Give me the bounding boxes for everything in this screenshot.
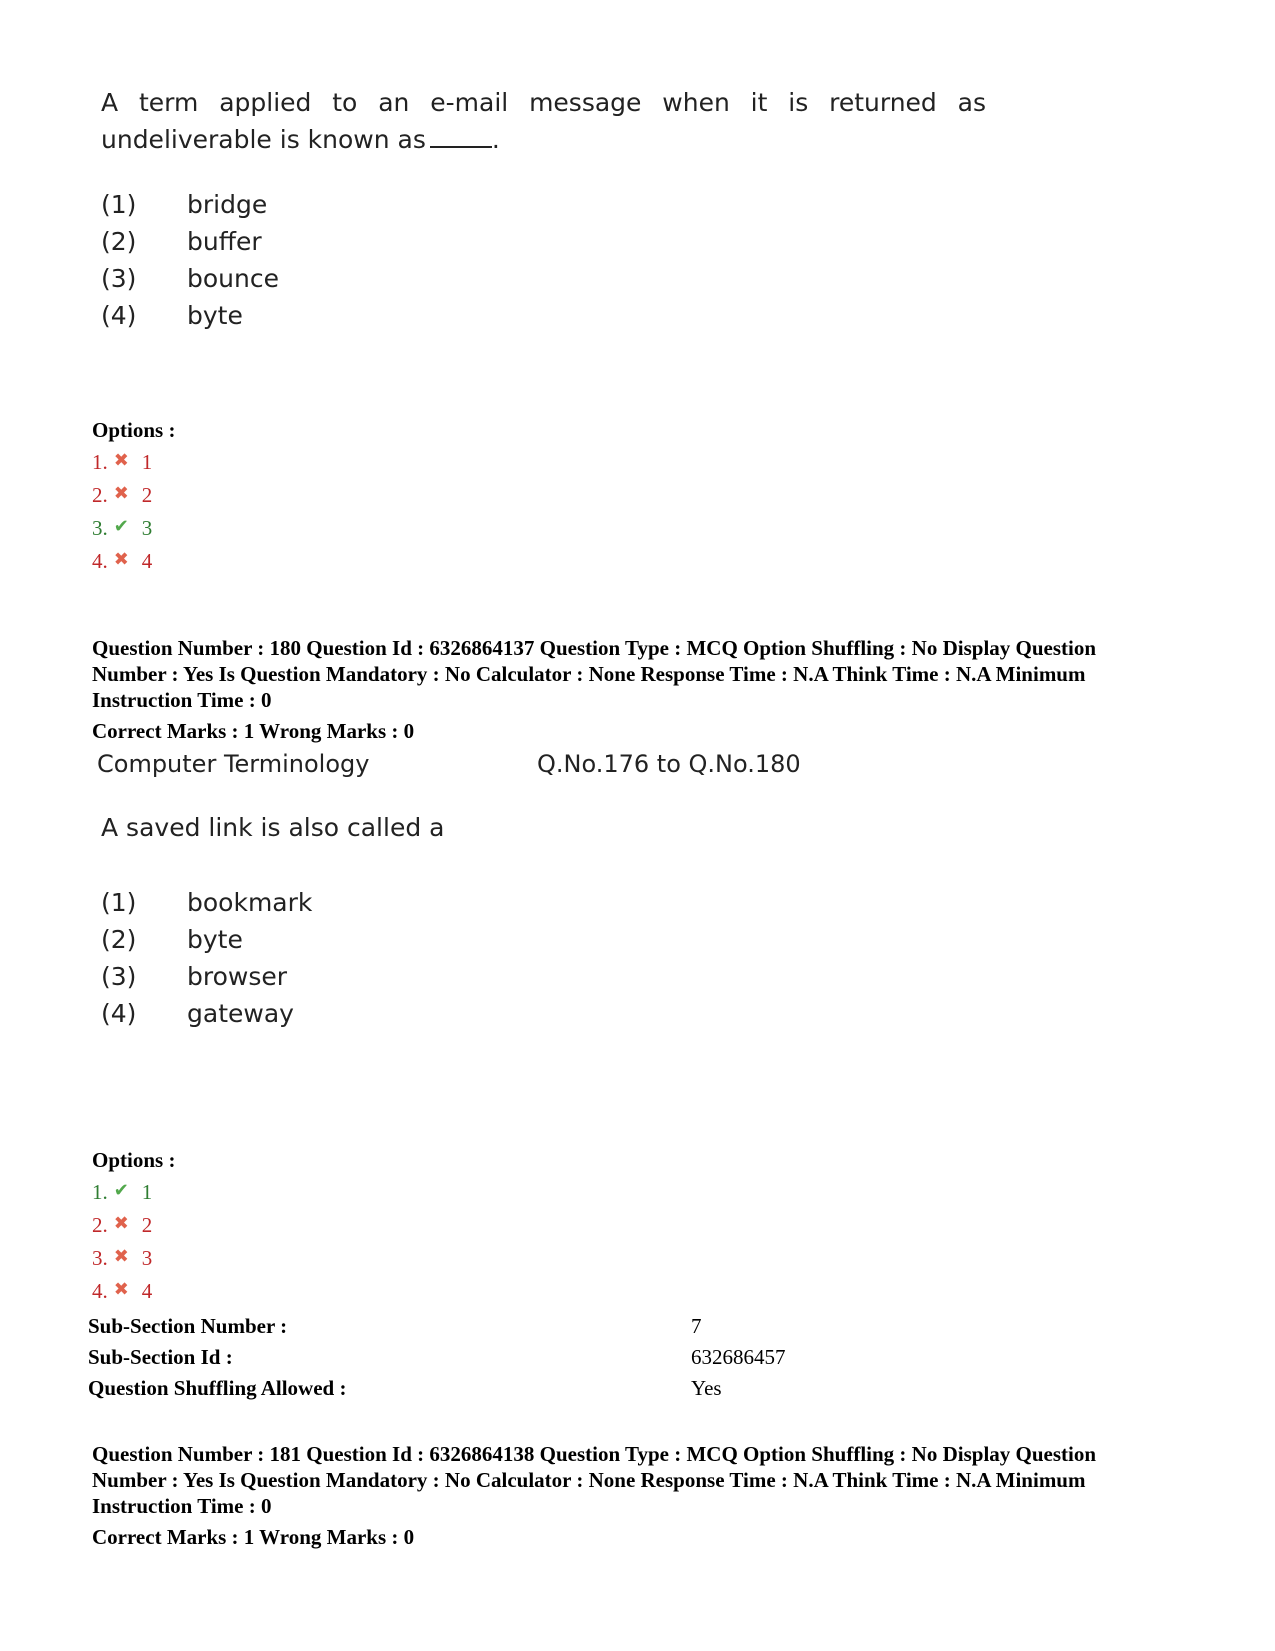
option-row [92, 450, 152, 475]
question-meta-line: Instruction Time : 0 [92, 1494, 272, 1518]
question-shuffling-row [88, 1376, 722, 1401]
option-row [92, 1180, 152, 1205]
question-meta-line: Number : Yes Is Question Mandatory : No Calculator : None Response Time : N.A Think Time : N.A Minimum [92, 1468, 1086, 1492]
question-meta-line: Question Number : 180 Question Id : 6326864137 Question Type : MCQ Option Shuffling : No Display Question [92, 636, 1097, 660]
cross-icon: ✖ [113, 1279, 129, 1299]
options-heading: Options : [92, 1148, 176, 1172]
choice-text: buffer [187, 227, 262, 256]
choice-number: (2) [101, 925, 137, 954]
marks-line: Correct Marks : 1 Wrong Marks : 0 [92, 719, 415, 743]
choice-number: (1) [101, 190, 137, 219]
choice-text: gateway [187, 999, 294, 1028]
check-icon: ✔ [113, 516, 129, 536]
option-number: 1. [92, 450, 108, 474]
option-row [92, 1279, 152, 1304]
option-number: 3. [92, 1246, 108, 1270]
subsection-key: Sub-Section Number : [88, 1314, 288, 1338]
cross-icon: ✖ [113, 483, 129, 503]
options-heading: Options : [92, 418, 176, 442]
choice-text: byte [187, 925, 243, 954]
answer-blank [430, 126, 492, 148]
question-meta-line: Question Number : 181 Question Id : 6326864138 Question Type : MCQ Option Shuffling : No Display Question [92, 1442, 1097, 1466]
subsection-value: 632686457 [691, 1345, 786, 1369]
option-value: 2 [141, 483, 153, 507]
option-value: 3 [141, 516, 153, 540]
option-row [92, 1213, 152, 1238]
option-value: 4 [141, 549, 153, 573]
choice-text: bounce [187, 264, 279, 293]
check-icon: ✔ [113, 1180, 129, 1200]
question-meta [92, 635, 1096, 713]
option-number: 2. [92, 1213, 108, 1237]
choice-text: bridge [187, 190, 268, 219]
choice-number: (4) [101, 999, 137, 1028]
option-number: 4. [92, 549, 108, 573]
cross-icon: ✖ [113, 549, 129, 569]
question-meta [92, 1441, 1096, 1519]
subsection-key: Question Shuffling Allowed : [88, 1376, 347, 1400]
section-label: Computer Terminology [97, 750, 370, 778]
cross-icon: ✖ [113, 1213, 129, 1233]
choice-number: (2) [101, 227, 137, 256]
question-meta-line: Instruction Time : 0 [92, 688, 272, 712]
marks-line: Correct Marks : 1 Wrong Marks : 0 [92, 1525, 415, 1549]
option-row [92, 549, 152, 574]
choice-number: (4) [101, 301, 137, 330]
question-meta-line: Number : Yes Is Question Mandatory : No Calculator : None Response Time : N.A Think Time : N.A Minimum [92, 662, 1086, 686]
cross-icon: ✖ [113, 1246, 129, 1266]
subsection-value: Yes [691, 1376, 722, 1400]
choice-text: byte [187, 301, 243, 330]
option-number: 4. [92, 1279, 108, 1303]
cross-icon: ✖ [113, 450, 129, 470]
option-value: 3 [141, 1246, 153, 1270]
option-value: 1 [141, 1180, 153, 1204]
option-value: 2 [141, 1213, 153, 1237]
subsection-id-row [88, 1345, 786, 1370]
option-value: 4 [141, 1279, 153, 1303]
option-value: 1 [141, 450, 153, 474]
option-row [92, 516, 152, 541]
subsection-key: Sub-Section Id : [88, 1345, 233, 1369]
option-number: 2. [92, 483, 108, 507]
option-number: 3. [92, 516, 108, 540]
choice-text: browser [187, 962, 288, 991]
question-text: A saved link is also called a [101, 813, 445, 842]
choice-number: (1) [101, 888, 137, 917]
subsection-number-row [88, 1314, 702, 1339]
choice-text: bookmark [187, 888, 313, 917]
subsection-value: 7 [691, 1314, 702, 1338]
option-number: 1. [92, 1180, 108, 1204]
question-text-tail: . [491, 125, 500, 154]
choice-number: (3) [101, 264, 137, 293]
question-text-body: A term applied to an e-mail message when it is returned as undeliverable is known as [101, 88, 986, 154]
choice-number: (3) [101, 962, 137, 991]
range-label: Q.No.176 to Q.No.180 [537, 750, 801, 778]
option-row [92, 483, 152, 508]
question-text [101, 84, 986, 158]
option-row [92, 1246, 152, 1271]
